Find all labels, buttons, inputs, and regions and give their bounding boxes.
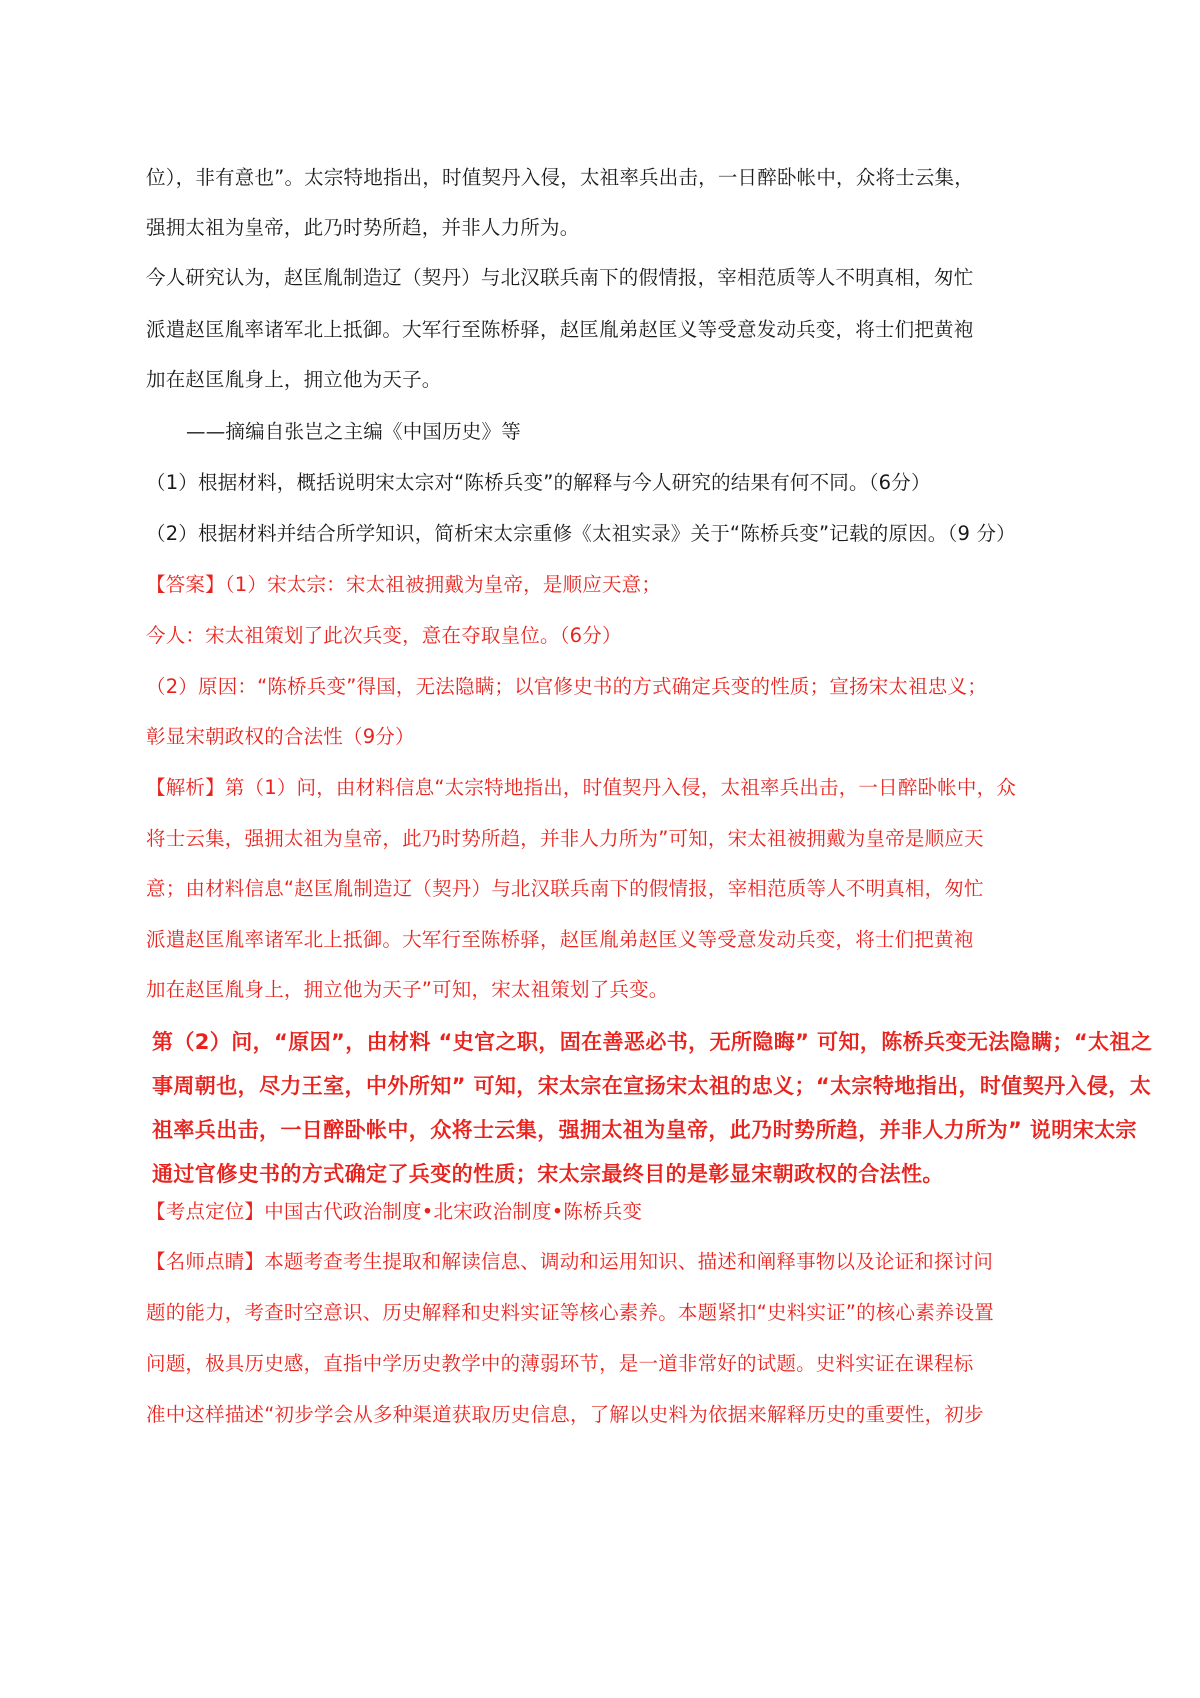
comment-line-2: 题的能力，考查时空意识、历史解释和史料实证等核心素养。本题紧扣“史料实证”的核心素养设置: [146, 1301, 995, 1324]
comment-tag: 【名师点睛】: [146, 1250, 265, 1273]
comment-text: 本题考查考生提取和解读信息、调动和运用知识、描述和阐释事物以及论证和探讨问: [264, 1250, 994, 1273]
point-tag: 【考点定位】: [146, 1200, 265, 1223]
analysis-line-5: 加在赵匡胤身上，拥立他为天子”可知，宋太祖策划了兵变。: [146, 978, 669, 1001]
answer-line-4: 彰显宋朝政权的合法性（9分）: [146, 725, 415, 748]
material-line: 加在赵匡胤身上，拥立他为天子。: [146, 368, 442, 391]
answer-line-2: 今人：宋太祖策划了此次兵变，意在夺取皇位。（6分）: [146, 624, 622, 647]
comment-line-4: 准中这样描述“初步学会从多种渠道获取历史信息，了解以史料为依据来解释历史的重要性，初步: [146, 1403, 984, 1426]
analysis-line-4: 派遣赵匡胤率诸军北上抵御。大军行至陈桥驿，赵匡胤弟赵匡义等受意发动兵变，将士们把黄袍: [146, 928, 974, 951]
material-line: 今人研究认为，赵匡胤制造辽（契丹）与北汉联兵南下的假情报，宰相范质等人不明真相，匆忙: [146, 266, 974, 289]
analysis-bold-line: 第（2）问，“原因”，由材料 “史官之职，固在善恶必书，无所隐晦” 可知，陈桥兵变无法隐瞒；“太祖之: [152, 1030, 1153, 1054]
material-source: ——摘编自张岂之主编《中国历史》等: [186, 420, 521, 443]
material-line: 位），非有意也”。太宗特地指出，时值契丹入侵，太祖率兵出击，一日醉卧帐中，众将士云集，: [146, 166, 974, 189]
analysis-text: 第（1）问，由材料信息“太宗特地指出，时值契丹入侵，太祖率兵出击，一日醉卧帐中，众: [224, 776, 1017, 799]
material-line: 强拥太祖为皇帝，此乃时势所趋，并非人力所为。: [146, 216, 580, 239]
analysis-bold-line: 祖率兵出击，一日醉卧帐中，众将士云集，强拥太祖为皇帝，此乃时势所趋，并非人力所为” 说明宋太宗: [152, 1118, 1137, 1142]
question-2: （2）根据材料并结合所学知识，简析宋太宗重修《太祖实录》关于“陈桥兵变”记载的原因。（9 分）: [146, 522, 1016, 545]
point-line: [146, 1200, 642, 1224]
analysis-line-3: 意；由材料信息“赵匡胤制造辽（契丹）与北汉联兵南下的假情报，宰相范质等人不明真相，匆忙: [146, 877, 984, 900]
answer-tag: 【答案】: [146, 573, 225, 596]
comment-line-1: [146, 1250, 993, 1274]
analysis-bold-line: 通过官修史书的方式确定了兵变的性质；宋太宗最终目的是彰显宋朝政权的合法性。: [152, 1162, 944, 1186]
answer-text: （1）宋太宗：宋太祖被拥戴为皇帝，是顺应天意；: [224, 573, 662, 596]
analysis-line-1: [146, 776, 1016, 800]
analysis-tag: 【解析】: [146, 776, 225, 799]
analysis-line-2: 将士云集，强拥太祖为皇帝，此乃时势所趋，并非人力所为”可知，宋太祖被拥戴为皇帝是顺应天: [146, 827, 984, 850]
answer-line-1: [146, 573, 661, 597]
comment-line-3: 问题，极具历史感，直指中学历史教学中的薄弱环节，是一道非常好的试题。史料实证在课程标: [146, 1352, 974, 1375]
answer-line-3: （2）原因：“陈桥兵变”得国，无法隐瞒；以官修史书的方式确定兵变的性质；宣扬宋太祖忠义；: [146, 675, 987, 698]
material-line: 派遣赵匡胤率诸军北上抵御。大军行至陈桥驿，赵匡胤弟赵匡义等受意发动兵变，将士们把黄袍: [146, 318, 974, 341]
point-text: 中国古代政治制度•北宋政治制度•陈桥兵变: [264, 1200, 643, 1223]
analysis-bold-line: 事周朝也，尽力王室，中外所知” 可知，宋太宗在宣扬宋太祖的忠义；“太宗特地指出，时值契丹入侵，太: [152, 1074, 1152, 1098]
question-1: （1）根据材料，概括说明宋太宗对“陈桥兵变”的解释与今人研究的结果有何不同。（6分）: [146, 471, 931, 494]
